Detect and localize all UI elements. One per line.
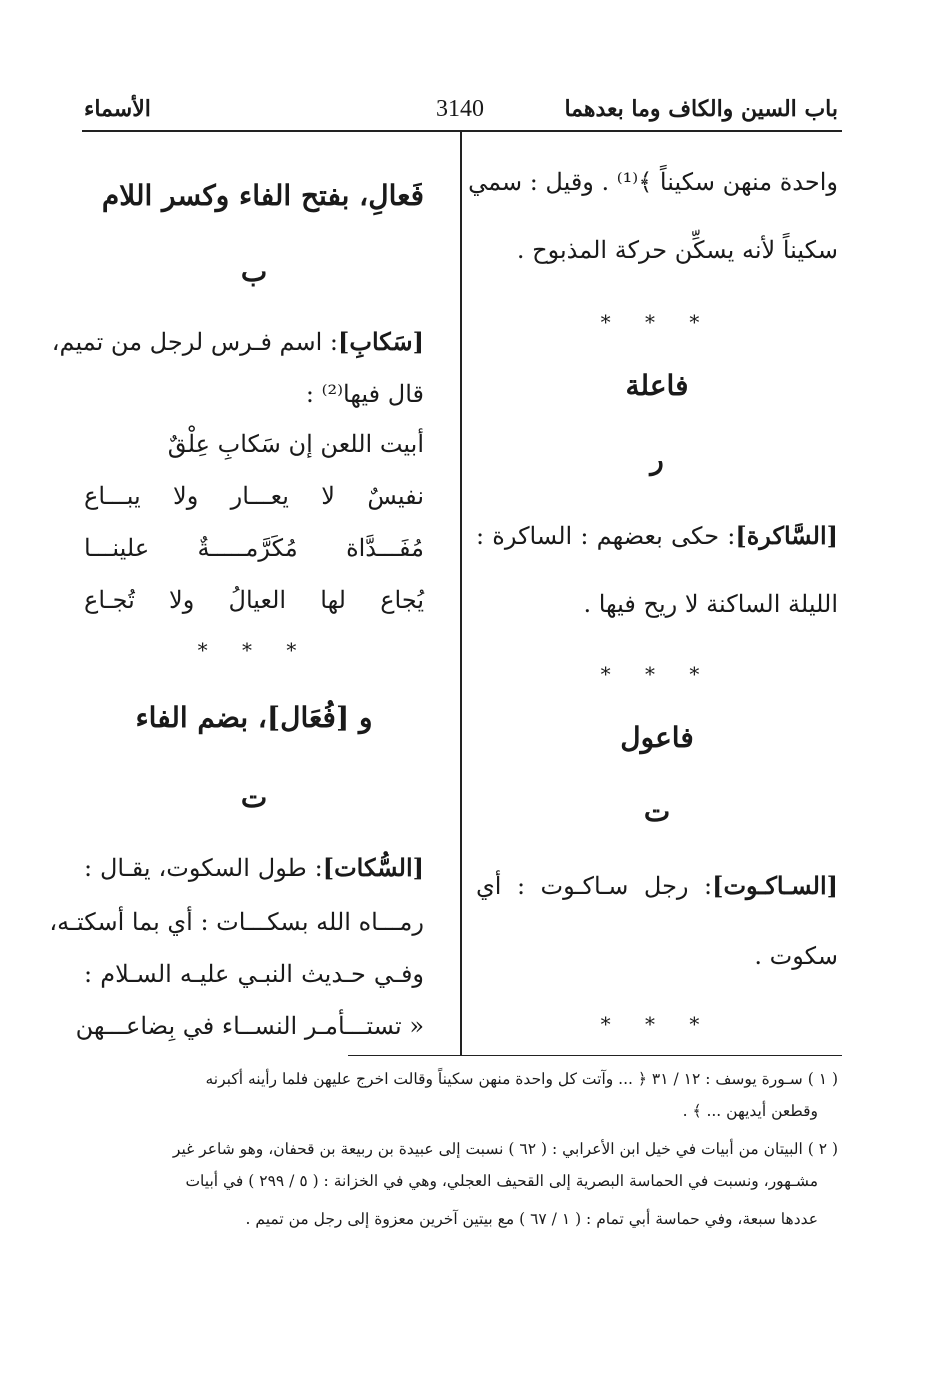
letter-heading: ت [643, 795, 671, 828]
letter-heading: ب [240, 255, 268, 288]
entry-line [476, 516, 838, 556]
section-heading: و [فُعَال]، بضم الفاء [135, 701, 373, 734]
text-line: وفـي حـديث النبـي عليـه السـلام : [84, 960, 424, 988]
text-line: الليلة الساكنة لا ريح فيها . [583, 590, 838, 618]
text-line: سكيناً لأنه يسكِّن حركة المذبوح . [516, 236, 838, 264]
section-separator: * * * [600, 1012, 714, 1036]
section-heading: فاعول [620, 721, 694, 754]
poem-verse: نفيسٌ لا يعـــار ولا يبـــاع [84, 482, 424, 510]
text-line: سكوت . [754, 942, 838, 970]
footnote-2-continuation: مشـهور، ونسبت في الحماسة البصرية إلى القحيف العجلي، وهي في الخزانة : ( ٥ / ٢٩٩ ) في أبيات [185, 1172, 818, 1190]
footnote-rule [348, 1055, 842, 1056]
column-divider [460, 131, 462, 1056]
running-header-chapter: باب السين والكاف وما بعدهما [564, 96, 838, 122]
footnote-1: ( ١ ) سـورة يوسف : ١٢ / ٣١ ﴿ ... وآتت كل واحدة منهن سكيناً وقالت اخرج عليهن فلما رأينه أكبرنه [205, 1070, 838, 1088]
letter-heading: ر [650, 443, 664, 476]
entry-keyword: [السُّكات] [322, 853, 424, 882]
section-separator: * * * [197, 638, 311, 662]
entry-keyword: [السَّاكرة] [735, 521, 838, 550]
footnote-1-continuation: وقطعن أيديهن ... ﴾ . [682, 1102, 818, 1120]
header-rule [82, 130, 842, 132]
entry-text: : حكى بعضهم : الساكرة : [476, 522, 736, 550]
poem-verse: يُجاع لها العيالُ ولا تُجـاع [84, 586, 424, 614]
letter-heading: ت [240, 781, 268, 814]
poem-verse: مُفَـــدَّاة مُكَرَّمـــــةٌ علينـــا [84, 534, 424, 562]
entry-line [476, 866, 838, 906]
section-heading: فاعلة [625, 369, 689, 402]
entry-text: : اسم فـرس لرجل من تميم، [51, 328, 339, 356]
entry-keyword: [سَكابِ] [338, 327, 424, 356]
text-line: واحدة منهن سكيناً ﴾⁽¹⁾ . وقيل : سمي [468, 168, 838, 196]
section-separator: * * * [600, 662, 714, 686]
text-line: « تستـــأمـر النســاء في بِضاعـــهن [75, 1012, 424, 1040]
entry-text: : طول السكوت، يقـال : [84, 854, 323, 882]
section-separator: * * * [600, 310, 714, 334]
section-heading: فَعالِ، بفتح الفاء وكسر اللام [101, 179, 424, 212]
text-line: رمـــاه الله بسكـــات : أي بما أسكتـه، [49, 908, 424, 936]
footnote-2: ( ٢ ) البيتان من أبيات في خيل ابن الأعرابي : ( ٦٢ ) نسبت إلى عبيدة بن ربيعة بن قحفان، وهو شاعر غير [172, 1140, 838, 1158]
poem-verse: أبيت اللعن إن سَكابِ عِلْقٌ [167, 430, 424, 458]
entry-line [84, 848, 424, 888]
entry-keyword: [السـاكـوت] [712, 871, 838, 900]
entry-text: : رجل سـاكـوت : أي [476, 872, 713, 900]
page-number: 3140 [436, 96, 484, 122]
running-header-section: الأسماء [84, 96, 151, 122]
entry-line [51, 322, 424, 362]
footnote-2-continuation: عددها سبعة، وفي حماسة أبي تمام : ( ١ / ٦٧ ) مع بيتين آخرين معزوة إلى رجل من تميم . [245, 1210, 818, 1228]
text-line: قال فيها⁽²⁾ : [305, 380, 424, 408]
